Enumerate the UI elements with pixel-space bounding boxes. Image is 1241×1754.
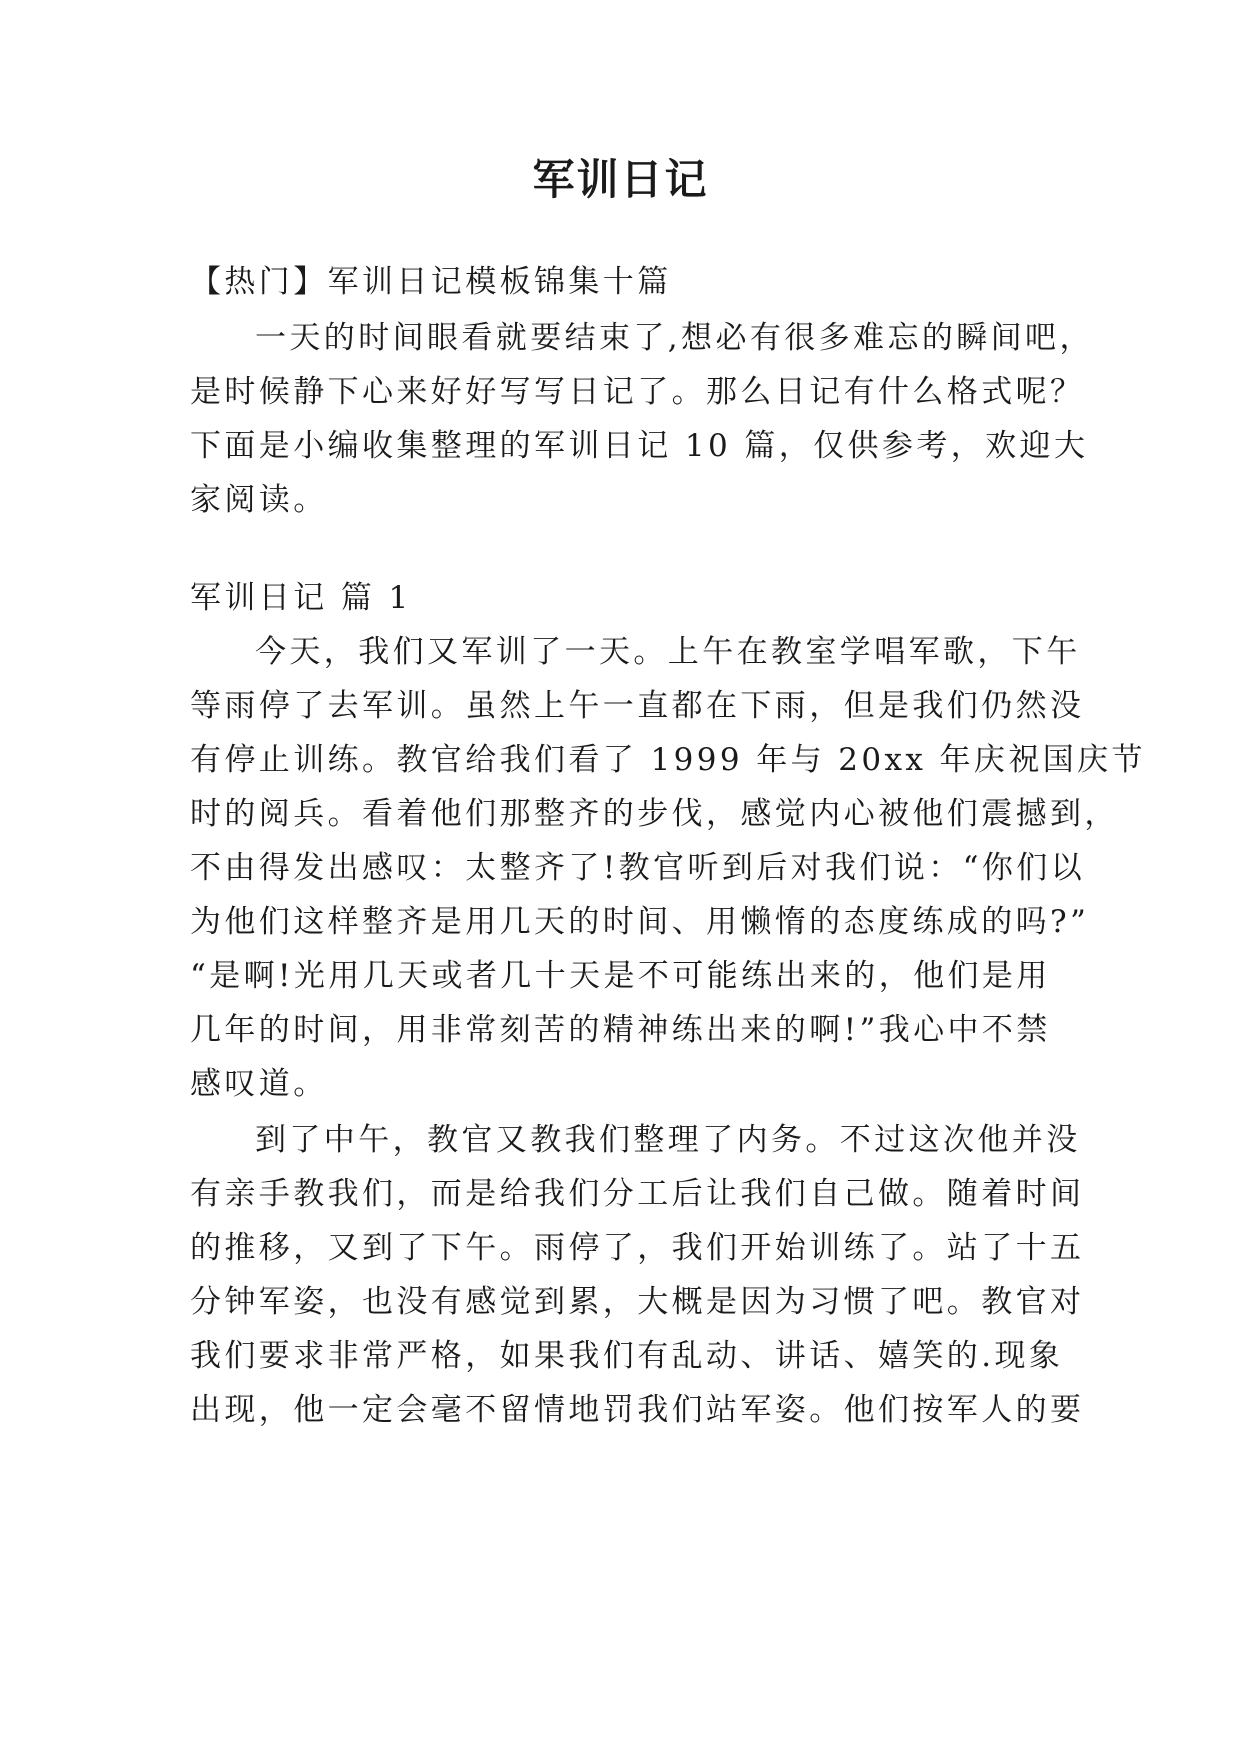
paragraph-line: 一天的时间眼看就要结束了,想必有很多难忘的瞬间吧， — [255, 320, 1094, 356]
paragraph-line: 是时候静下心来好好写写日记了。那么日记有什么格式呢？ — [190, 374, 1085, 410]
paragraph-line: 的推移，又到了下午。雨停了，我们开始训练了。站了十五 — [190, 1230, 1085, 1266]
paragraph-line: 时的阅兵。看着他们那整齐的步伐，感觉内心被他们震撼到， — [190, 796, 1119, 832]
paragraph-line: 我们要求非常严格，如果我们有乱动、讲话、嬉笑的.现象 — [190, 1338, 1064, 1374]
paragraph-line: 几年的时间，用非常刻苦的精神练出来的啊!”我心中不禁 — [190, 1012, 1051, 1048]
paragraph-line: 到了中午，教官又教我们整理了内务。不过这次他并没 — [255, 1122, 1081, 1158]
intro-heading: 【热门】军训日记模板锦集十篇 — [190, 264, 672, 300]
section-heading: 军训日记 篇 1 — [190, 580, 412, 616]
paragraph-line: 为他们这样整齐是用几天的时间、用懒惰的态度练成的吗?” — [190, 904, 1090, 940]
document-title: 军训日记 — [532, 155, 709, 204]
paragraph-line: 下面是小编收集整理的军训日记 10 篇，仅供参考，欢迎大 — [190, 428, 1089, 464]
paragraph-line: 家阅读。 — [190, 482, 328, 518]
paragraph-line: 有亲手教我们，而是给我们分工后让我们自己做。随着时间 — [190, 1176, 1085, 1212]
paragraph-line: 等雨停了去军训。虽然上午一直都在下雨，但是我们仍然没 — [190, 688, 1085, 724]
paragraph-line: 不由得发出感叹：太整齐了!教官听到后对我们说：“你们以 — [190, 850, 1086, 886]
paragraph-line: 分钟军姿，也没有感觉到累，大概是因为习惯了吧。教官对 — [190, 1284, 1085, 1320]
paragraph-line: 感叹道。 — [190, 1066, 328, 1102]
paragraph-line: 出现，他一定会毫不留情地罚我们站军姿。他们按军人的要 — [190, 1392, 1085, 1428]
paragraph-line: 有停止训练。教官给我们看了 1999 年与 20xx 年庆祝国庆节 — [190, 742, 1146, 778]
paragraph-line: 今天，我们又军训了一天。上午在教室学唱军歌，下午 — [255, 634, 1081, 670]
paragraph-line: “是啊!光用几天或者几十天是不可能练出来的，他们是用 — [190, 958, 1051, 994]
